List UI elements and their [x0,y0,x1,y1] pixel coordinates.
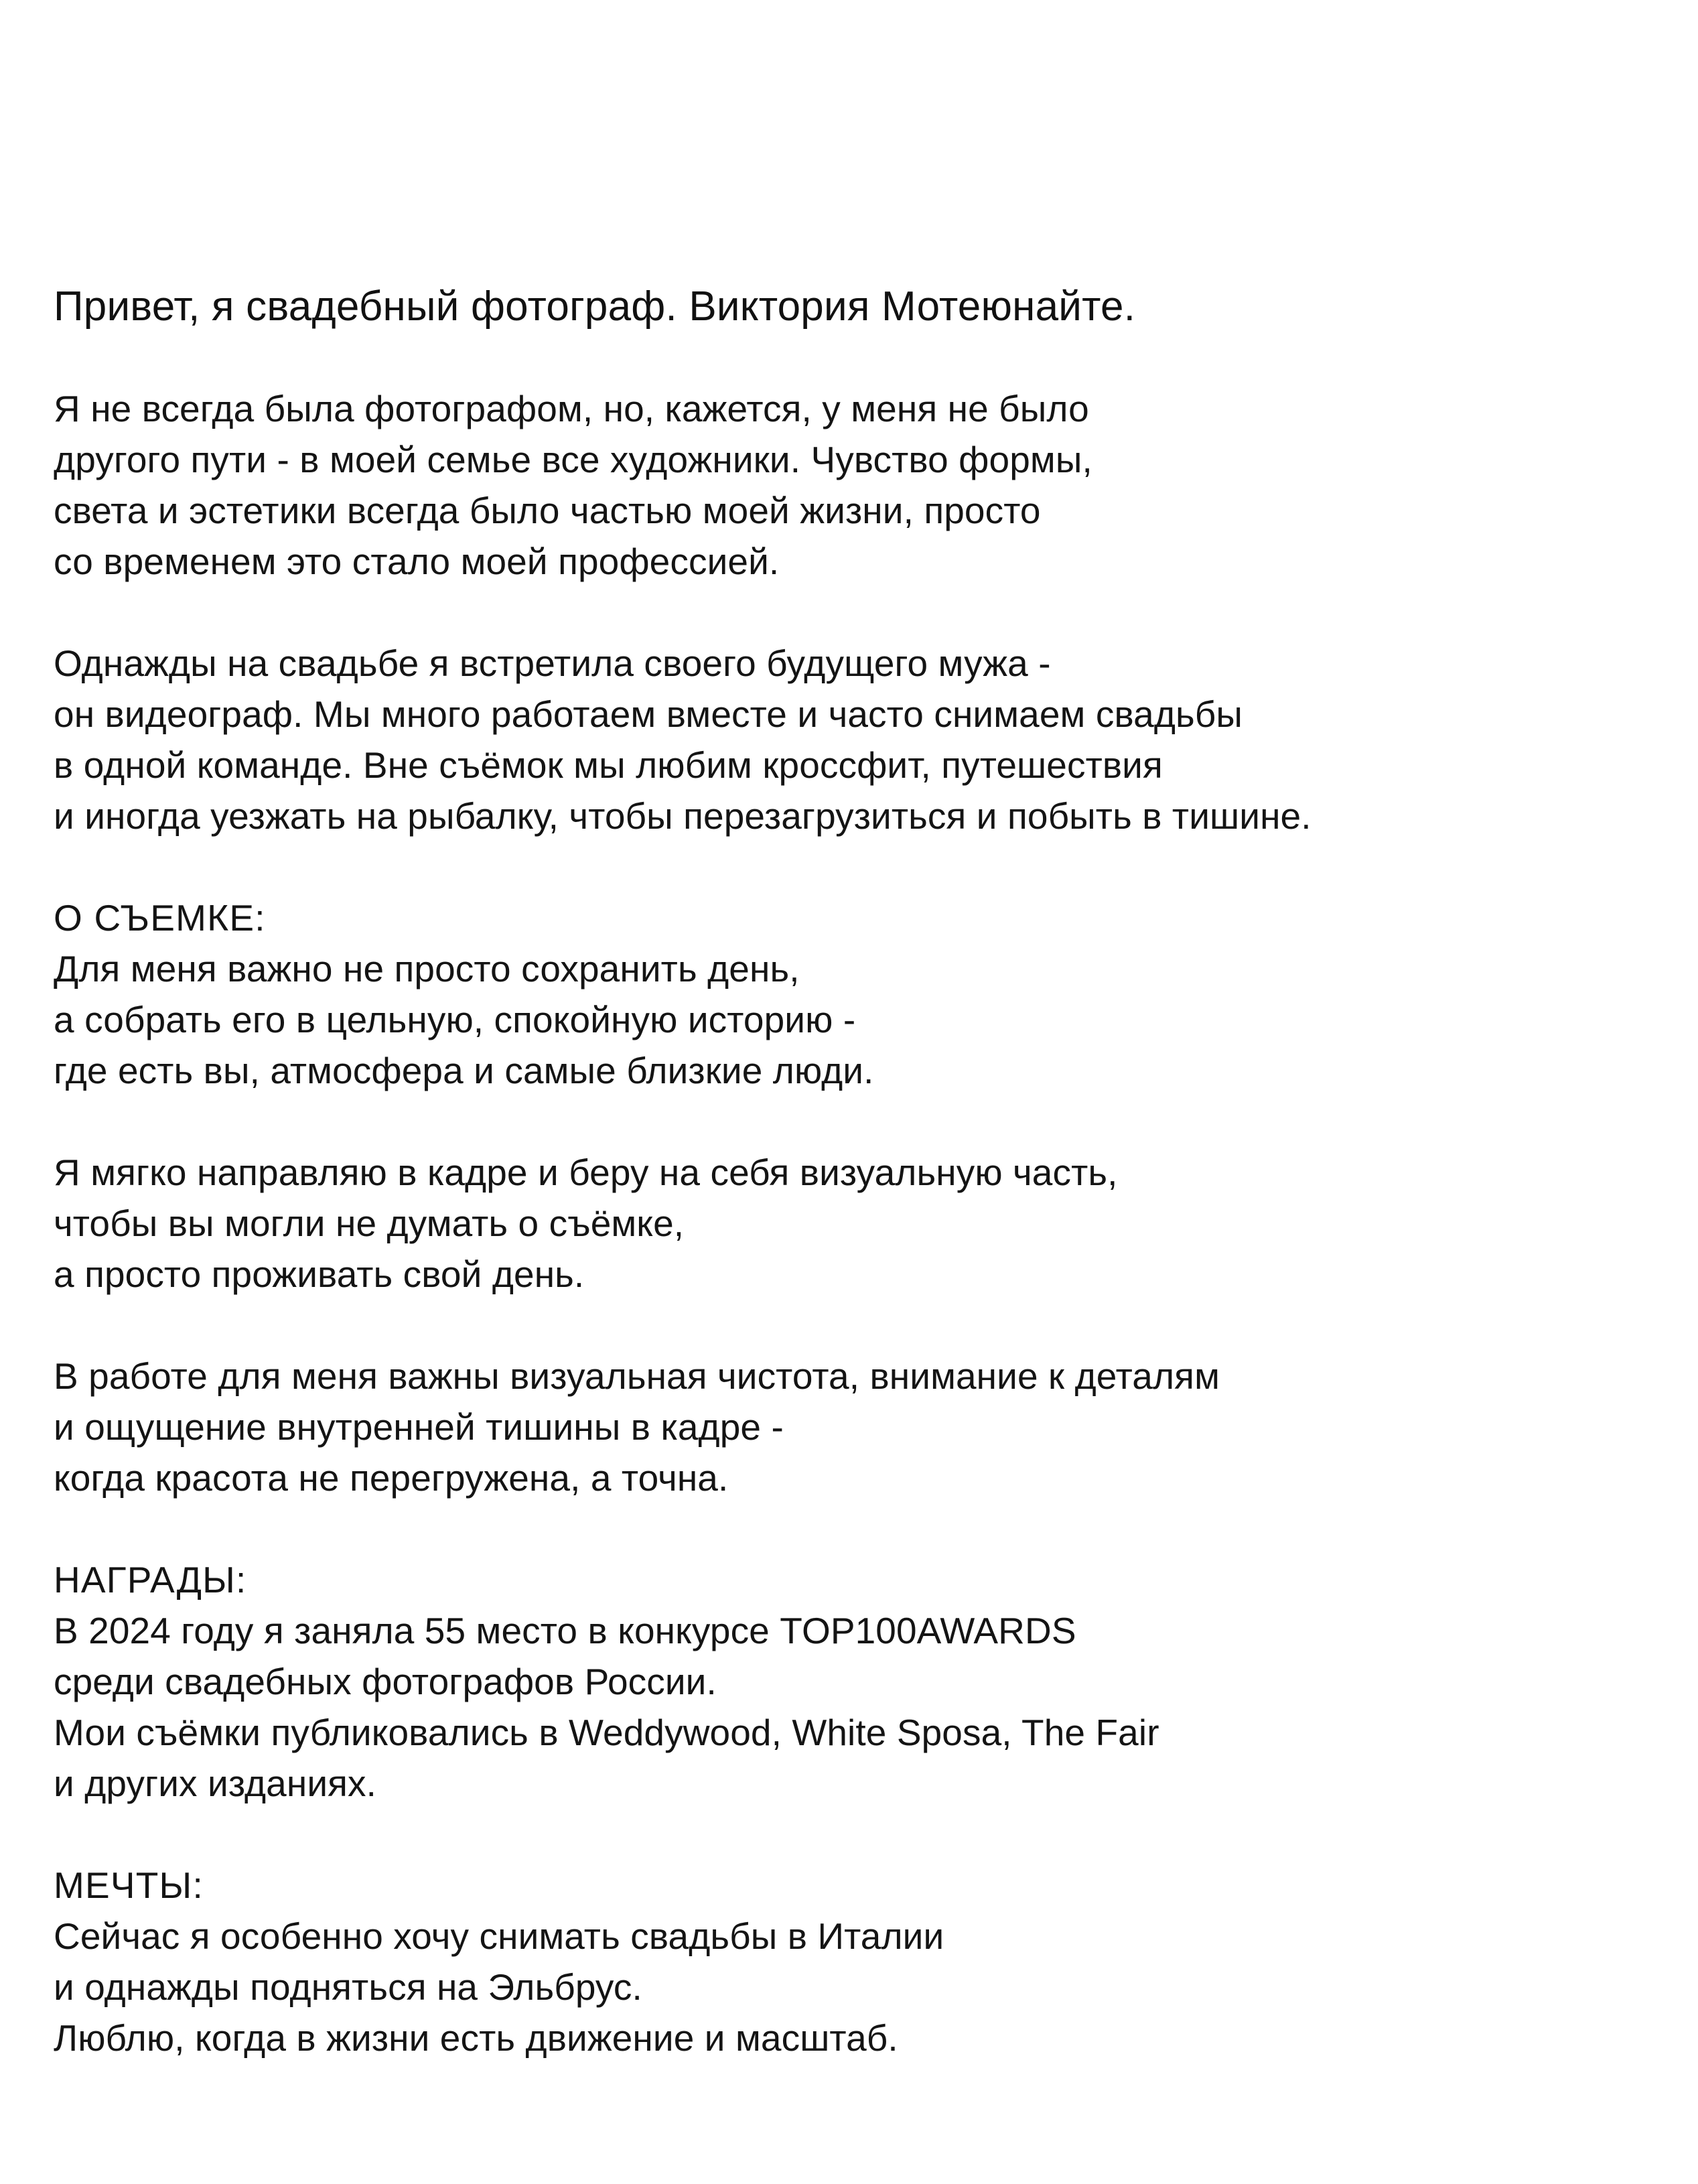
text-line: а просто проживать свой день. [54,1253,585,1295]
text-line: среди свадебных фотографов России. [54,1661,717,1702]
text-block-husband [54,638,1675,841]
text-line: он видеограф. Мы много работаем вместе и часто снимаем свадьбы [54,693,1243,735]
text-line: Я не всегда была фотографом, но, кажется, у меня не было [54,388,1089,429]
text-line: где есть вы, атмосфера и самые близкие люди. [54,1050,874,1091]
text-line: другого пути - в моей семье все художники. Чувство формы, [54,439,1092,480]
text-line: и других изданиях. [54,1763,377,1804]
text-block-values [54,1351,1675,1503]
text-line: и ощущение внутренней тишины в кадре - [54,1406,784,1448]
text-line: и однажды подняться на Эльбрус. [54,1966,642,2008]
about-document [54,281,1675,2063]
text-line: Мои съёмки публиковались в Weddywood, White Sposa, The Fair [54,1712,1159,1753]
text-line: Для меня важно не просто сохранить день, [54,948,800,989]
text-block-awards [54,1554,1675,1809]
text-line: когда красота не перегружена, а точна. [54,1457,729,1499]
text-line: а собрать его в цельную, спокойную историю - [54,999,856,1040]
text-block-about-shooting [54,892,1675,1096]
text-line: в одной команде. Вне съёмок мы любим кроссфит, путешествия [54,744,1163,786]
text-block-intro [54,383,1675,587]
text-line: В 2024 году я заняла 55 место в конкурсе TOP100AWARDS [54,1610,1076,1651]
section-heading-dreams: МЕЧТЫ: [54,1864,204,1906]
section-heading-about-shooting: О СЪЕМКЕ: [54,897,266,939]
text-block-dreams [54,1860,1675,2063]
section-heading-awards: НАГРАДЫ: [54,1559,247,1600]
text-line: Люблю, когда в жизни есть движение и масштаб. [54,2017,898,2059]
text-block-approach [54,1147,1675,1300]
text-line: и иногда уезжать на рыбалку, чтобы перезагрузиться и побыть в тишине. [54,795,1312,837]
text-line: Я мягко направляю в кадре и беру на себя визуальную часть, [54,1152,1118,1193]
text-line: со временем это стало моей профессией. [54,541,780,582]
text-line: Однажды на свадьбе я встретила своего будущего мужа - [54,642,1051,684]
text-line: чтобы вы могли не думать о съёмке, [54,1203,685,1244]
page-title: Привет, я свадебный фотограф. Виктория Мотеюнайте. [54,283,1136,330]
text-line: света и эстетики всегда было частью моей жизни, просто [54,490,1041,531]
text-line: Сейчас я особенно хочу снимать свадьбы в Италии [54,1915,944,1957]
text-line: В работе для меня важны визуальная чистота, внимание к деталям [54,1355,1220,1397]
